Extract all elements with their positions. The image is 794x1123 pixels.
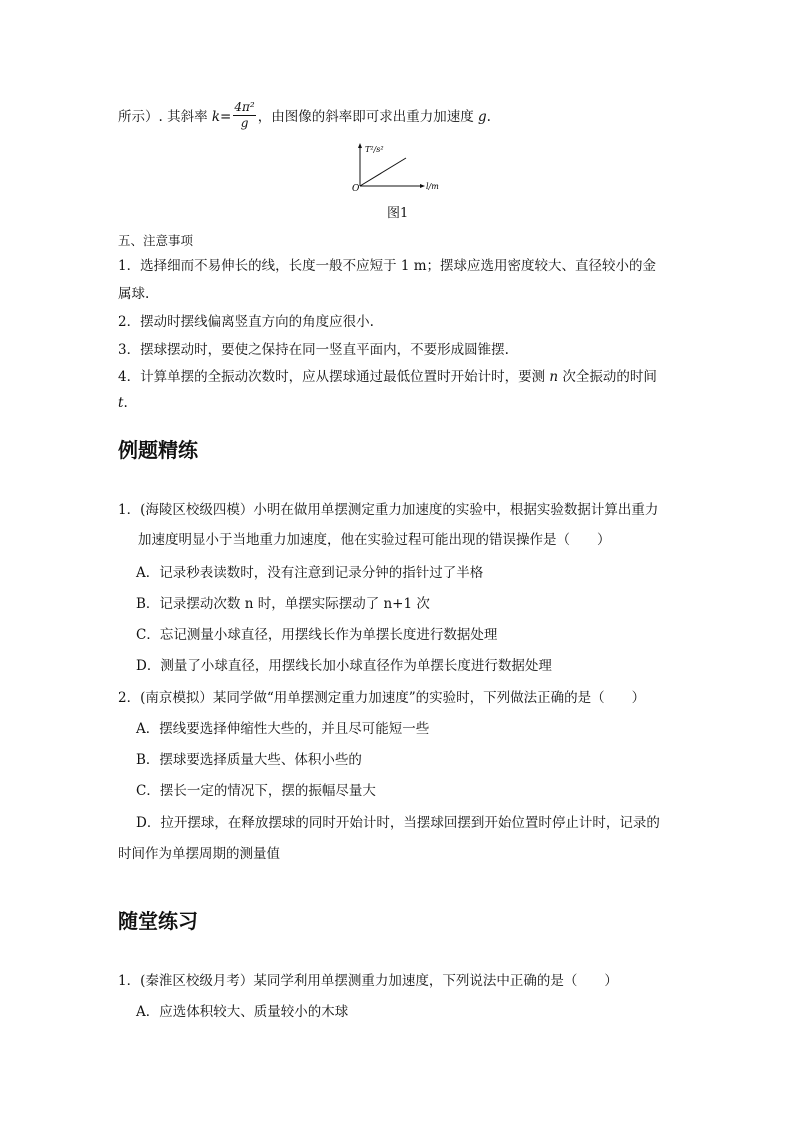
x-axis-arrow-icon [420, 184, 425, 188]
notes-title: 五、注意事项 [118, 233, 194, 248]
proportional-line [360, 158, 406, 186]
example-q2-stem: 2．(南京模拟）某同学做“用单摆测定重力加速度”的实验时，下列做法正确的是（ ） [118, 690, 646, 706]
intro-suffix: ，由图像的斜率即可求出重力加速度 [257, 109, 479, 125]
y-axis-label: T²/s² [365, 145, 384, 154]
note-item-3: 3．摆球摆动时，要使之保持在同一竖直平面内，不要形成圆锥摆. [118, 342, 509, 358]
example-q1-option-b: B．记录摆动次数 n 时，单摆实际摆动了 n+1 次 [136, 596, 430, 612]
note-item-4-text: 4．计算单摆的全振动次数时，应从摆球通过最低位置时开始计时，要测 [118, 369, 550, 385]
origin-label: O [352, 184, 360, 194]
intro-period: . [486, 109, 491, 125]
note-item-1: 1．选择细而不易伸长的线，长度一般不应短于 1 m；摆球应选用密度较大、直径较小的金 [118, 258, 657, 274]
note-item-4-n: n [549, 369, 559, 385]
fraction-numerator: 4π² [234, 100, 255, 114]
example-q1-option-a: A．记录秒表读数时，没有注意到记录分钟的指针过了半格 [136, 565, 484, 581]
note-item-1-cont: 属球. [118, 286, 150, 302]
note-item-4-period: . [123, 395, 128, 411]
example-q1-option-c: C．忘记测量小球直径，用摆线长作为单摆长度进行数据处理 [136, 627, 498, 643]
note-item-4-t: t [118, 395, 124, 411]
slope-variable: k= [211, 109, 232, 125]
intro-line [118, 102, 491, 133]
slope-fraction [233, 100, 255, 131]
section-heading-examples: 例题精练 [118, 438, 198, 462]
fraction-denominator: g [240, 116, 249, 130]
practice-q1-stem: 1．(秦淮区校级月考）某同学利用单摆测重力加速度，下列说法中正确的是（ ） [118, 973, 618, 989]
y-axis-arrow-icon [358, 143, 362, 148]
note-item-4-text2: 次全振动的时间 [558, 369, 657, 385]
note-item-4 [118, 367, 657, 387]
example-q2-option-c: C．摆长一定的情况下，摆的振幅尽量大 [136, 783, 376, 799]
example-q2-option-d-cont: 时间作为单摆周期的测量值 [118, 846, 280, 862]
t2-l-graph [350, 142, 450, 194]
x-axis-label: l/m [426, 182, 439, 191]
figure-caption: 图1 [387, 206, 409, 221]
example-q1-stem-line2: 加速度明显小于当地重力加速度，他在实验过程可能出现的错误操作是（ ） [138, 532, 611, 548]
section-heading-practice: 随堂练习 [118, 909, 198, 933]
intro-prefix: 所示）. 其斜率 [118, 109, 212, 125]
note-item-2: 2．摆动时摆线偏离竖直方向的角度应很小. [118, 314, 374, 330]
example-q1-option-d: D．测量了小球直径，用摆线长加小球直径作为单摆长度进行数据处理 [136, 658, 552, 674]
example-q1-stem-line1: 1．(海陵区校级四模）小明在做用单摆测定重力加速度的实验中，根据实验数据计算出重力 [118, 502, 659, 518]
example-q2-option-d: D．拉开摆球，在释放摆球的同时开始计时，当摆球回摆到开始位置时停止计时，记录的 [136, 815, 660, 831]
practice-q1-option-a: A．应选体积较大、质量较小的木球 [136, 1004, 349, 1020]
note-item-4-cont [118, 393, 128, 413]
example-q2-option-b: B．摆球要选择质量大些、体积小些的 [136, 752, 362, 768]
gravity-variable: g [478, 109, 487, 125]
example-q2-option-a: A．摆线要选择伸缩性大些的，并且尽可能短一些 [136, 721, 430, 737]
